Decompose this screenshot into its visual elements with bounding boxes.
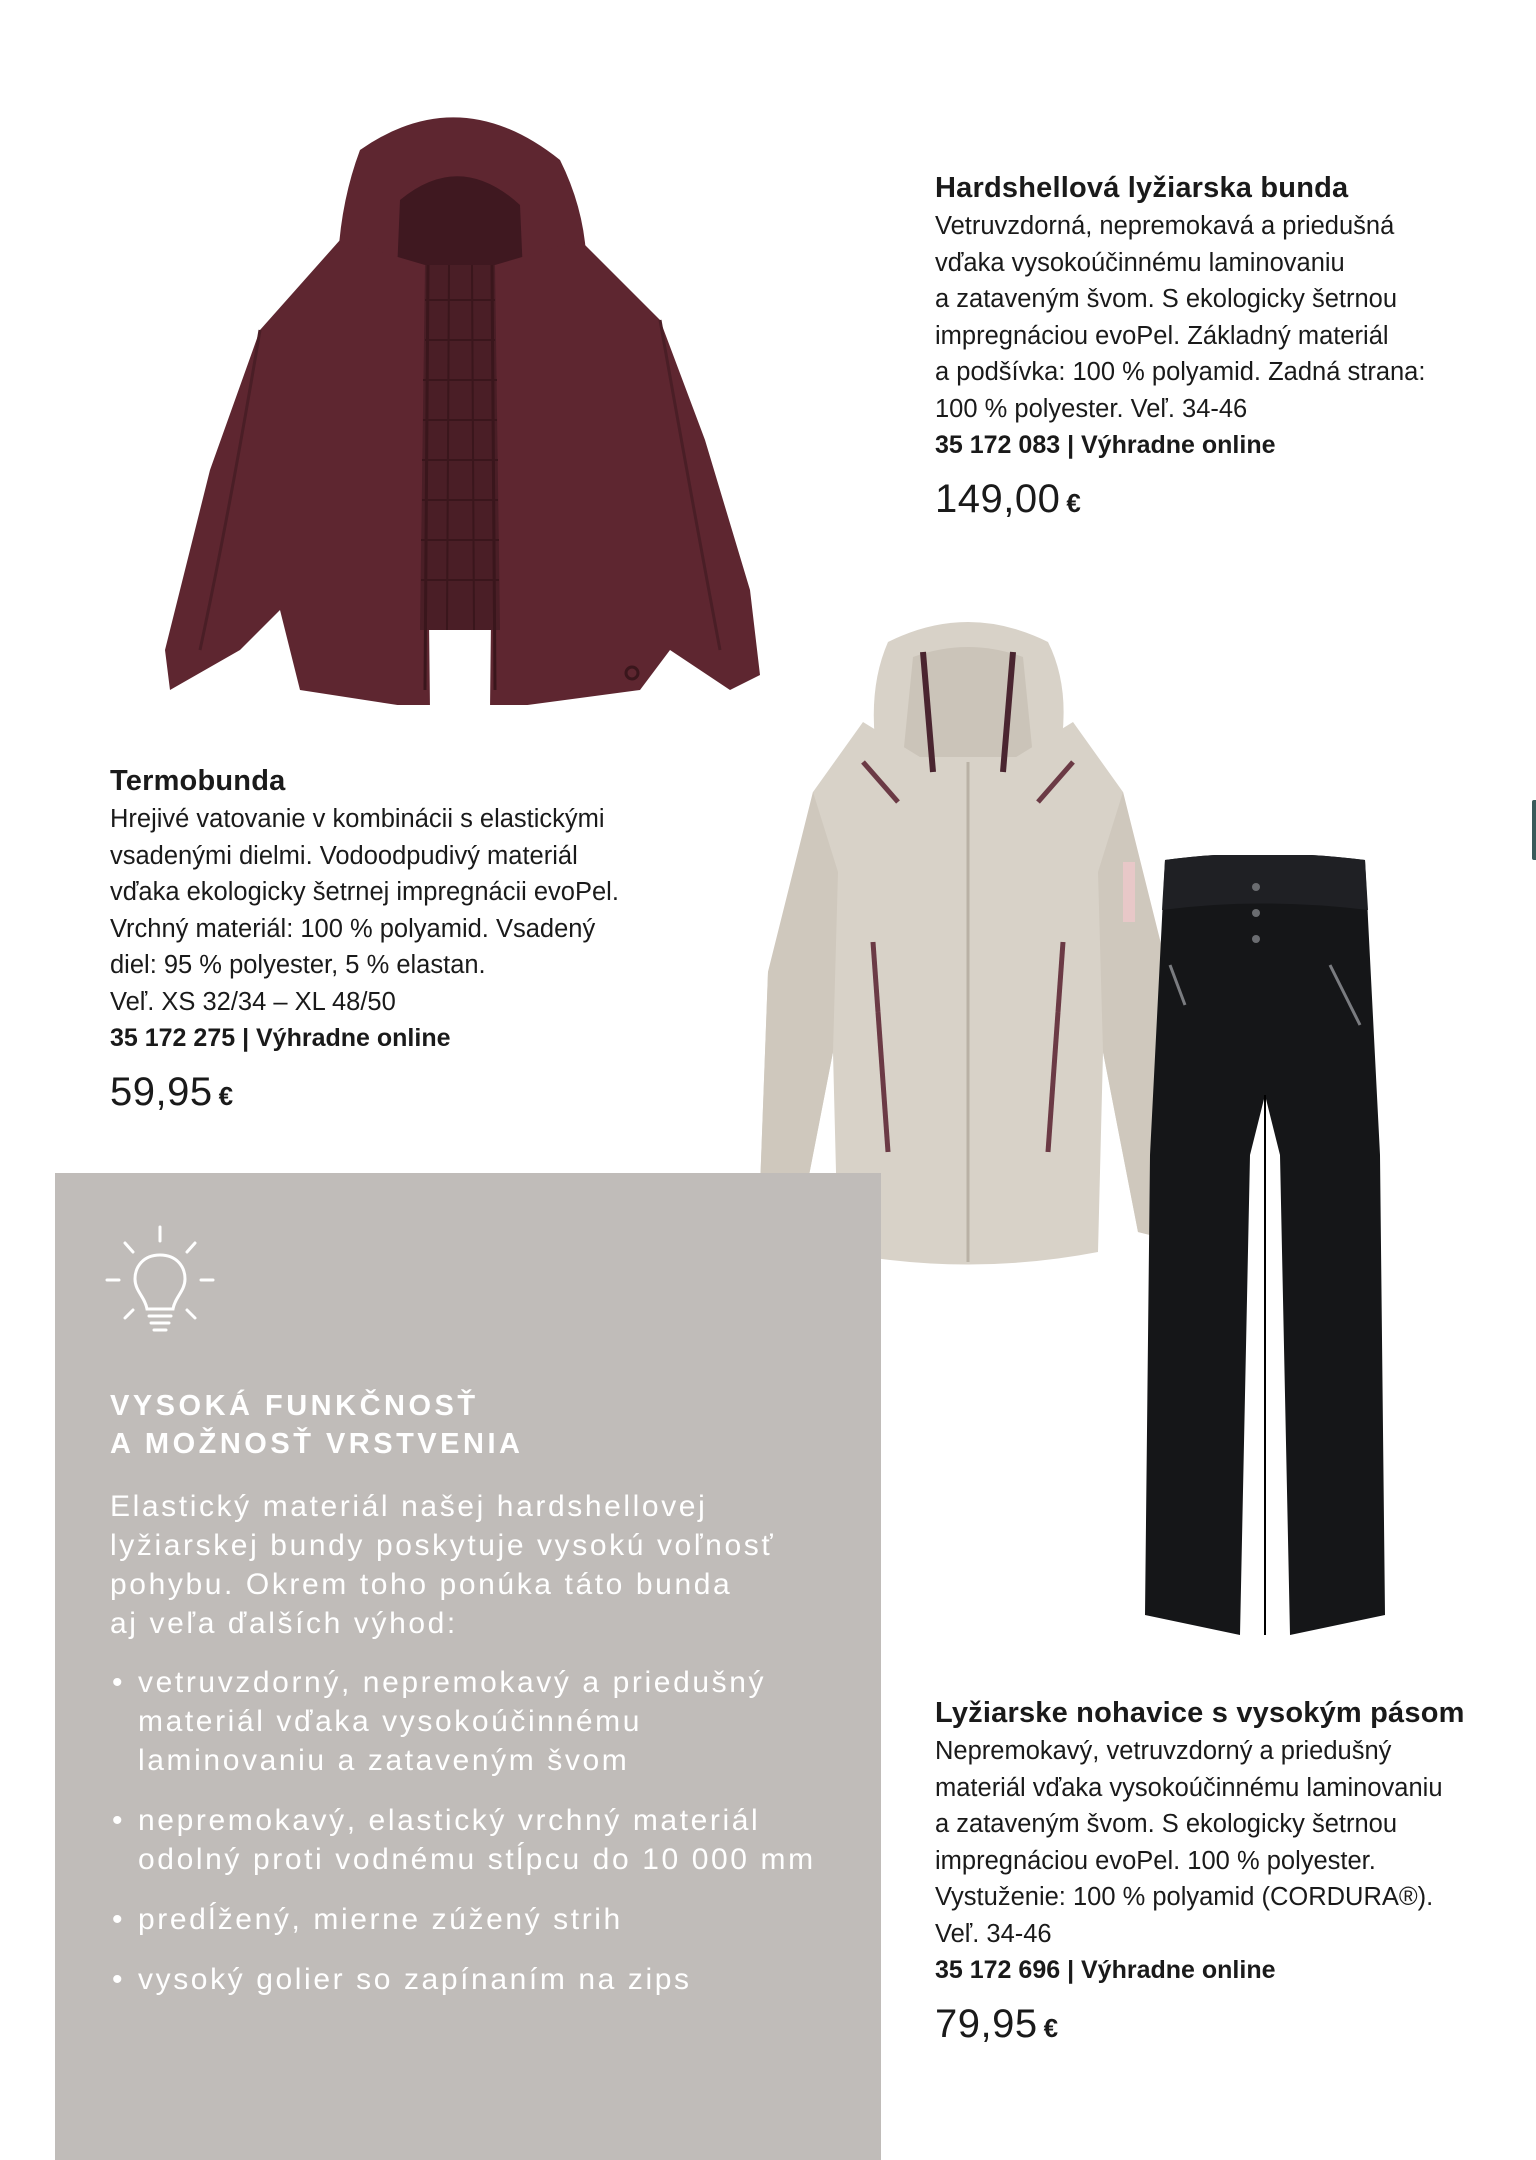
product-code: 35 172 083 | Výhradne online [935,431,1276,459]
product-title: Hardshellová lyžiarska bunda [935,172,1349,204]
currency-symbol: € [1043,2013,1059,2043]
nohavice-info [935,1695,1515,2052]
info-panel [55,1173,881,2160]
product-description: Hrejivé vatovanie v kombinácii s elastickými vsadenými dielmi. Vodoodpudivý materiál vďaka ekologicky šetrnej impregnácii evoPel. Vrchný materiál: 100 % polyamid. Vsadený diel: 95 % polyester, 5 % elastan. Veľ. XS 32/34 – XL 48/50 [110,805,619,1016]
product-code: 35 172 275 | Výhradne online [110,1024,451,1052]
product-title: Termobunda [110,765,286,797]
list-item: • vysoký golier so zapínaním na zips [112,1963,692,1996]
lightbulb-icon [105,1225,215,1335]
product-price: 59,95 € [110,1070,234,1114]
product-code: 35 172 696 | Výhradne online [935,1956,1276,1984]
termobunda-image [160,90,760,705]
hardshell-info [935,170,1495,527]
product-price: 79,95 € [935,2002,1059,2046]
currency-symbol: € [1066,488,1082,518]
list-item: • predĺžený, mierne zúžený strih [112,1903,623,1936]
page-edge-mark [1532,800,1536,860]
product-description: Vetruvzdorná, nepremokavá a priedušná vďaka vysokoúčinnému laminovaniu a zataveným švom. S ekologicky šetrnou impregnáciou evoPel. Základný materiál a podšívka: 100 % polyamid. Zadná strana: 100 % polyester. Veľ. 34-46 [935,212,1426,423]
product-price: 149,00 € [935,477,1082,521]
product-title: Lyžiarske nohavice s vysokým pásom [935,1697,1465,1729]
pants-image [1140,855,1390,1645]
list-item: • nepremokavý, elastický vrchný materiál odolný proti vodnému stĺpcu do 10 000 mm [112,1804,816,1876]
feature-list [110,1663,880,1999]
product-description: Nepremokavý, vetruvzdorný a priedušný materiál vďaka vysokoúčinnému laminovaniu a zataveným švom. S ekologicky šetrnou impregnáciou evoPel. 100 % polyester. Vystuženie: 100 % polyamid (CORDURA®). Veľ. 34-46 [935,1737,1443,1948]
list-item: • vetruvzdorný, nepremokavý a priedušný materiál vďaka vysokoúčinnému laminovaniu a zataveným švom [112,1666,767,1777]
termobunda-info [110,763,710,1120]
panel-intro: Elastický materiál našej hardshellovej lyžiarskej bundy poskytuje vysokú voľnosť pohybu. Okrem toho ponúka táto bunda aj veľa ďalších výhod: [110,1490,776,1640]
currency-symbol: € [218,1081,234,1111]
panel-title: VYSOKÁ FUNKČNOSŤ A MOŽNOSŤ VRSTVENIA [110,1390,524,1460]
